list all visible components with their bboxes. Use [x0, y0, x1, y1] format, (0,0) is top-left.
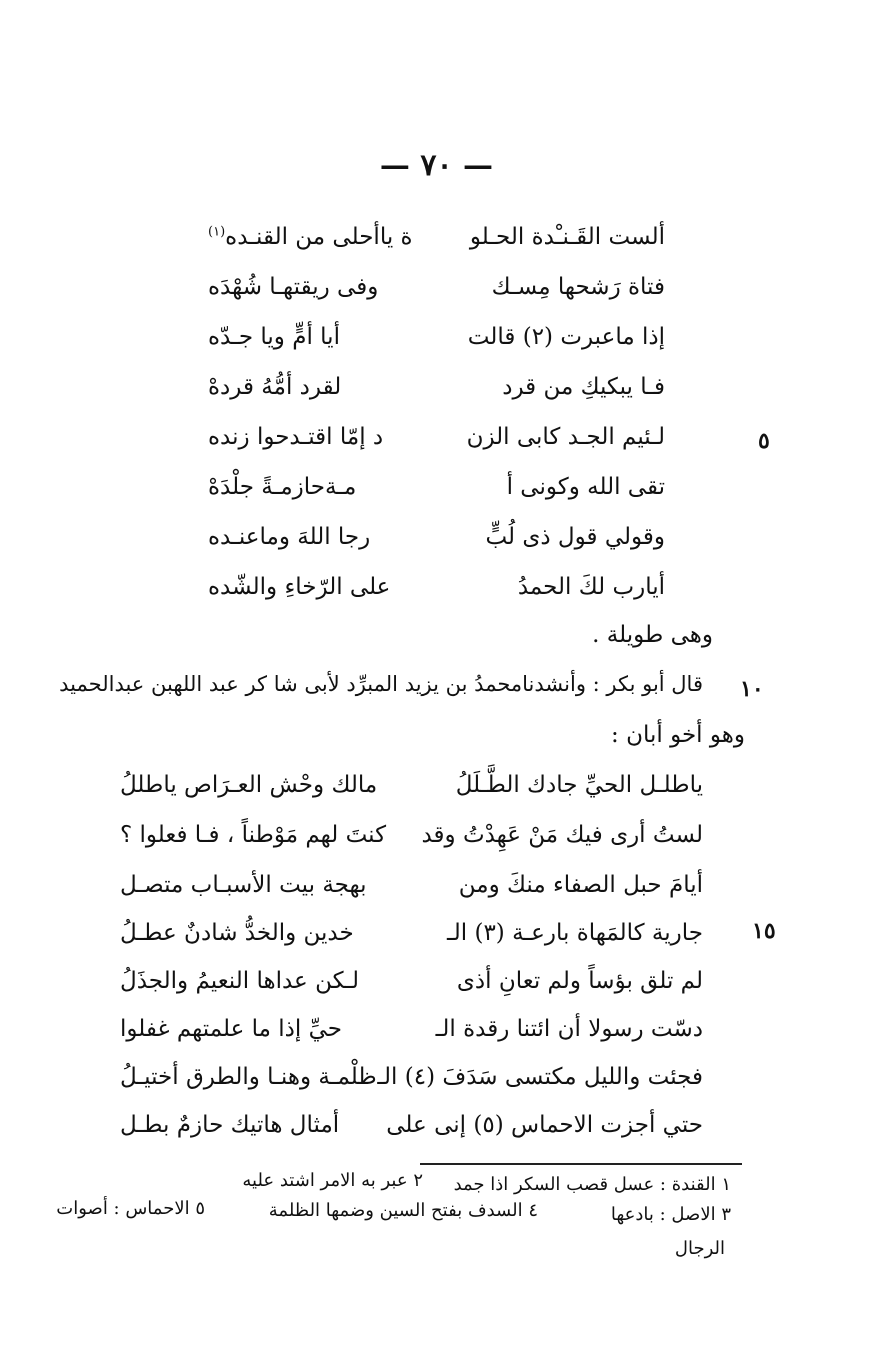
verse-second-hemistich — [208, 224, 443, 250]
verse-second-hemistich: د إمّا اقتـدحوا زنده — [208, 424, 384, 450]
line-number: ١٥ — [752, 918, 776, 944]
verse-row — [0, 464, 873, 514]
verse-first-hemistich: لم تلق بؤساً ولم تعانِ أذى — [456, 968, 703, 994]
prose-line: وهو أخو أبان : — [611, 722, 745, 748]
footnote: ٢ عبر به الامر اشتد عليه — [242, 1170, 423, 1191]
verse-row — [0, 364, 873, 414]
verse-second-hemistich: مـةحازمـةً جلْدَهْ — [208, 474, 357, 500]
verse-first-hemistich: دسّت رسولا أن ائتنا رقدة الـ — [435, 1016, 703, 1042]
footnote: ٥ الاحماس : أصوات — [56, 1198, 205, 1219]
verse-second-hemistich: لـكن عداها النعيمُ والجذَلُ — [120, 968, 360, 994]
page-number: — ٧٠ — — [379, 148, 494, 183]
verse-second-hemistich: مالك وحْش العـرَاص ياطللُ — [120, 772, 378, 798]
verse-second-text: ة ياأحلى من القنـده — [225, 224, 413, 250]
verse-first-hemistich: فتاة رَشحها مِسـك — [491, 274, 665, 300]
verse-row — [0, 862, 873, 912]
verse-second-hemistich: ظلْمـة وهنـا والطرق أختيـلُ — [120, 1064, 377, 1090]
verse-row — [0, 264, 873, 314]
verse-first-hemistich: فـا يبكيكِ من قرد — [502, 374, 665, 400]
prose-line: وهى طويلة . — [592, 622, 713, 648]
footnote: الرجال — [674, 1238, 725, 1259]
verse-first-hemistich: أيامَ حبل الصفاء منكَ ومن — [458, 872, 703, 898]
verse-second-hemistich: لقرد أمُّهُ قردهْ — [208, 374, 342, 400]
verse-second-hemistich: أمثال هاتيك حازمٌ بطـل — [120, 1112, 340, 1138]
verse-row — [0, 1102, 873, 1152]
footnote: ٣ الاصل : بادعها — [610, 1204, 731, 1225]
verse-second-hemistich: وفى ريقتهـا شُهْدَه — [208, 274, 379, 300]
verse-first-hemistich: لستُ أرى فيك مَنْ عَهِدْتُ وقد — [421, 822, 703, 848]
verse-second-hemistich: كنتَ لهم مَوْطناً ، فـا فعلوا ؟ — [120, 822, 387, 848]
footnote-divider — [420, 1163, 742, 1165]
verse-row — [0, 1006, 873, 1056]
verse-second-hemistich: على الرّخاءِ والشّده — [208, 574, 391, 600]
verse-first-hemistich: ألست القَـنـْدة الحـلو — [469, 224, 665, 250]
verse-row — [0, 812, 873, 862]
verse-second-hemistich: أيا أمٍّ ويا جـدّه — [208, 324, 340, 350]
verse-row — [0, 214, 873, 264]
verse-first-hemistich: فجئت والليل مكتسى سَدَفَ (٤) الـ — [377, 1064, 703, 1090]
verse-second-hemistich: حيِّ إذا ما علمتهم غفلوا — [120, 1016, 343, 1042]
line-number: ١٠ — [740, 676, 764, 702]
footnote-marker: (١) — [208, 224, 226, 240]
verse-first-hemistich: إذا ماعبرت (٢) قالت — [467, 324, 665, 350]
verse-first-hemistich: ياطلـل الحيِّ جادك الطَّـلَلُ — [455, 772, 703, 798]
verse-first-hemistich: حتي أجزت الاحماس (٥) إنى على — [386, 1112, 703, 1138]
verse-row — [0, 514, 873, 564]
verse-row — [0, 1054, 873, 1104]
verse-second-hemistich: خدين والخدُّ شادنٌ عطـلُ — [120, 920, 354, 946]
verse-first-hemistich: أيارب لكَ الحمدُ — [517, 574, 665, 600]
verse-row — [0, 958, 873, 1008]
prose-line: قال أبو بكر : وأنشدنامحمدُ بن يزيد المبرِّد لأبى شا كر عبد اللهبن عبدالحميد — [59, 672, 703, 696]
verse-row — [0, 762, 873, 812]
verse-row — [0, 564, 873, 614]
line-number: ٥ — [758, 428, 770, 454]
footnote: ١ القندة : عسل قصب السكر اذا جمد — [453, 1174, 731, 1195]
verse-row — [0, 910, 873, 960]
verse-first-hemistich: جارية كالمَهاة بارعـة (٣) الـ — [447, 920, 703, 946]
verse-second-hemistich: بهجة بيت الأسبـاب متصـل — [120, 872, 367, 898]
verse-second-hemistich: رجا اللهَ وماعنـده — [208, 524, 371, 550]
verse-first-hemistich: وقولي قول ذى لُبٍّ — [485, 524, 665, 550]
verse-first-hemistich: تقى الله وكونى أ — [506, 474, 665, 500]
footnote: ٤ السدف بفتح السين وضمها الظلمة — [268, 1200, 538, 1221]
verse-row — [0, 414, 873, 464]
verse-first-hemistich: لـئيم الجـد كابى الزن — [466, 424, 665, 450]
verse-row — [0, 314, 873, 364]
